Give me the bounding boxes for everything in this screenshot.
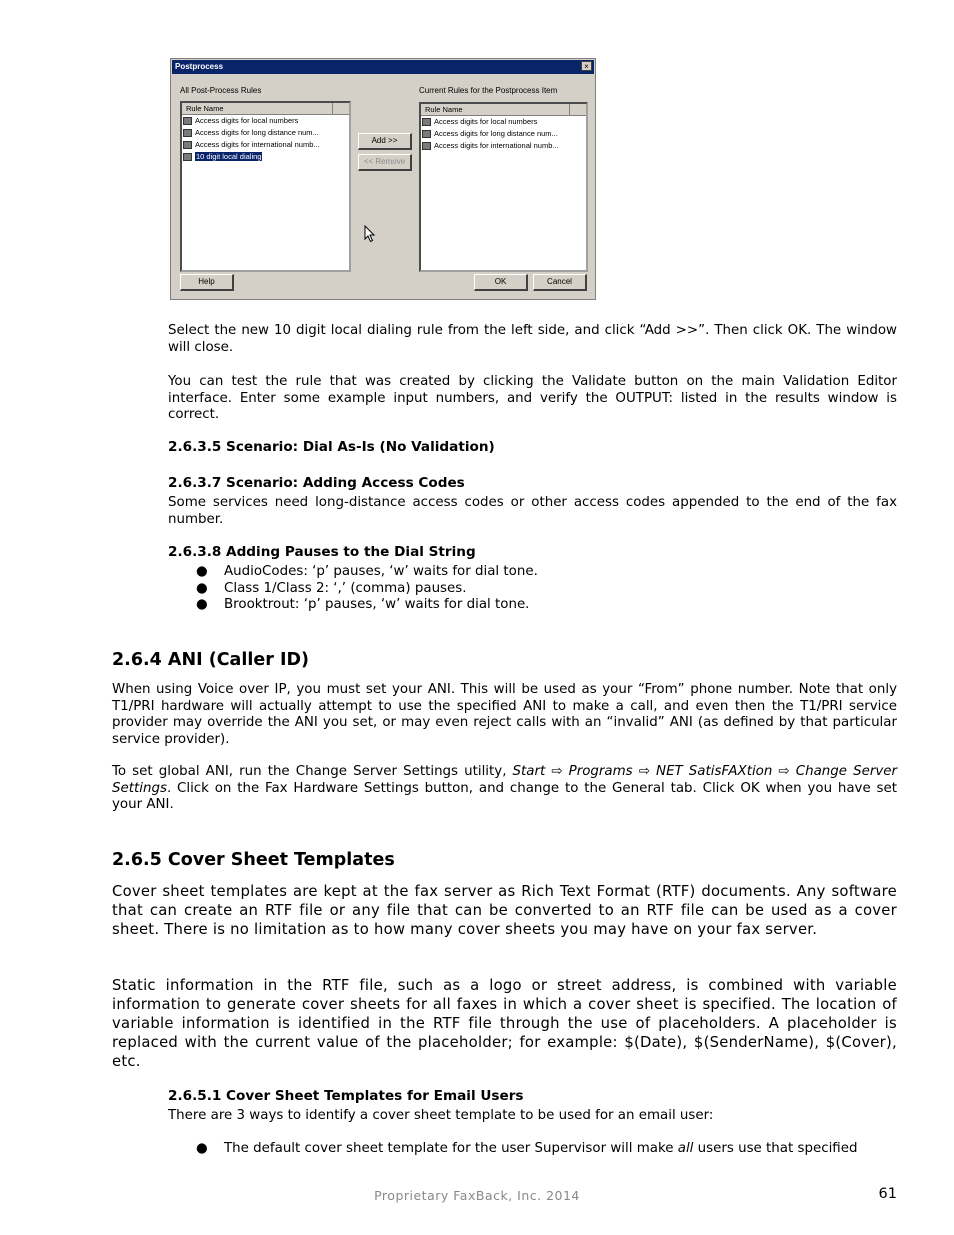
cancel-button[interactable]: Cancel	[533, 274, 587, 291]
rule-name-column-header[interactable]: Rule Name	[182, 103, 349, 115]
list-item: ● The default cover sheet template for the user Supervisor will make all users use that specified	[196, 1141, 858, 1156]
rule-icon	[183, 141, 192, 149]
heading-2635: 2.6.3.5 Scenario: Dial As-Is (No Validation)	[168, 439, 495, 455]
ani-paragraph-1: When using Voice over IP, you must set your ANI. This will be used as your “From” phone number. Note that only T1/PRI hardware will actually attempt to use the specified ANI to make a call, and even then the T1/PRI service provider may override the ANI you set, or may even reject calls with an “invalid” ANI (as defined by that particular service provider).	[112, 682, 897, 747]
add-button[interactable]: Add >>	[358, 133, 412, 150]
select-rule-paragraph: Select the new 10 digit local dialing rule from the left side, and click “Add >>”. Then click OK. The window will close.	[168, 323, 897, 355]
rule-icon	[183, 153, 192, 161]
heading-265: 2.6.5 Cover Sheet Templates	[112, 850, 395, 870]
heading-264: 2.6.4 ANI (Caller ID)	[112, 650, 309, 670]
all-rules-list[interactable]	[180, 101, 351, 272]
rule-icon	[183, 117, 192, 125]
email-users-paragraph: There are 3 ways to identify a cover sheet template to be used for an email user:	[168, 1108, 714, 1123]
list-item[interactable]: Access digits for international numb...	[182, 139, 349, 151]
access-codes-paragraph: Some services need long-distance access codes or other access codes appended to the end of the fax number.	[168, 495, 897, 527]
list-item: ● AudioCodes: ‘p’ pauses, ‘w’ waits for dial tone.	[196, 564, 538, 579]
current-rules-label: Current Rules for the Postprocess Item	[419, 86, 558, 95]
all-rules-label: All Post-Process Rules	[180, 86, 262, 95]
list-item-selected[interactable]: 10 digit local dialing	[182, 151, 349, 163]
mouse-cursor-icon	[364, 225, 376, 243]
close-icon[interactable]: ×	[581, 61, 592, 71]
rule-icon	[422, 118, 431, 126]
heading-2651: 2.6.5.1 Cover Sheet Templates for Email Users	[168, 1088, 524, 1104]
dialog-title: Postprocess	[172, 60, 594, 74]
remove-button[interactable]: << Remove	[358, 154, 412, 171]
postprocess-dialog	[170, 58, 596, 300]
list-item: ● Class 1/Class 2: ‘,’ (comma) pauses.	[196, 581, 467, 596]
list-item[interactable]: Access digits for international numb...	[421, 140, 586, 152]
footer-text: Proprietary FaxBack, Inc. 2014	[374, 1188, 580, 1203]
list-item[interactable]: Access digits for local numbers	[421, 116, 586, 128]
list-item: ● Brooktrout: ‘p’ pauses, ‘w’ waits for dial tone.	[196, 597, 530, 612]
current-rules-list[interactable]	[419, 102, 588, 272]
rule-icon	[183, 129, 192, 137]
ok-button[interactable]: OK	[474, 274, 528, 291]
rule-icon	[422, 130, 431, 138]
list-item[interactable]: Access digits for long distance num...	[182, 127, 349, 139]
rule-icon	[422, 142, 431, 150]
test-rule-paragraph: You can test the rule that was created by clicking the Validate button on the main Validation Editor interface. Enter some example input numbers, and verify the OUTPUT: listed in the results window is correct.	[168, 374, 897, 422]
ani-paragraph-2: To set global ANI, run the Change Server Settings utility, Start ⇨ Programs ⇨ NET SatisFAXtion ⇨ Change Server Settings. Click on the Fax Hardware Settings button, and change to the General tab. Click OK when you have set your ANI.	[112, 764, 898, 812]
cover-sheet-paragraph-2: Static information in the RTF file, such as a logo or street address, is combined with variable information to generate cover sheets for all faxes in which a cover sheet is specified. The location of variable information is identified in the RTF file through the use of placeholders. A placeholder is replaced with the current value of the placeholder; for example: $(Date), $(SenderName), $(Cover), etc.	[112, 977, 897, 1070]
page-number: 61	[878, 1186, 897, 1202]
rule-name-column-header[interactable]: Rule Name	[421, 104, 586, 116]
list-item[interactable]: Access digits for local numbers	[182, 115, 349, 127]
help-button[interactable]: Help	[180, 274, 234, 291]
heading-2637: 2.6.3.7 Scenario: Adding Access Codes	[168, 475, 465, 491]
list-item[interactable]: Access digits for long distance num...	[421, 128, 586, 140]
heading-2638: 2.6.3.8 Adding Pauses to the Dial String	[168, 544, 476, 560]
cover-sheet-paragraph-1: Cover sheet templates are kept at the fax server as Rich Text Format (RTF) documents. Any software that can create an RTF file or any file that can be converted to an RTF file can be used as a cover sheet. There is no limitation as to how many cover sheets you may have on your fax server.	[112, 883, 897, 938]
